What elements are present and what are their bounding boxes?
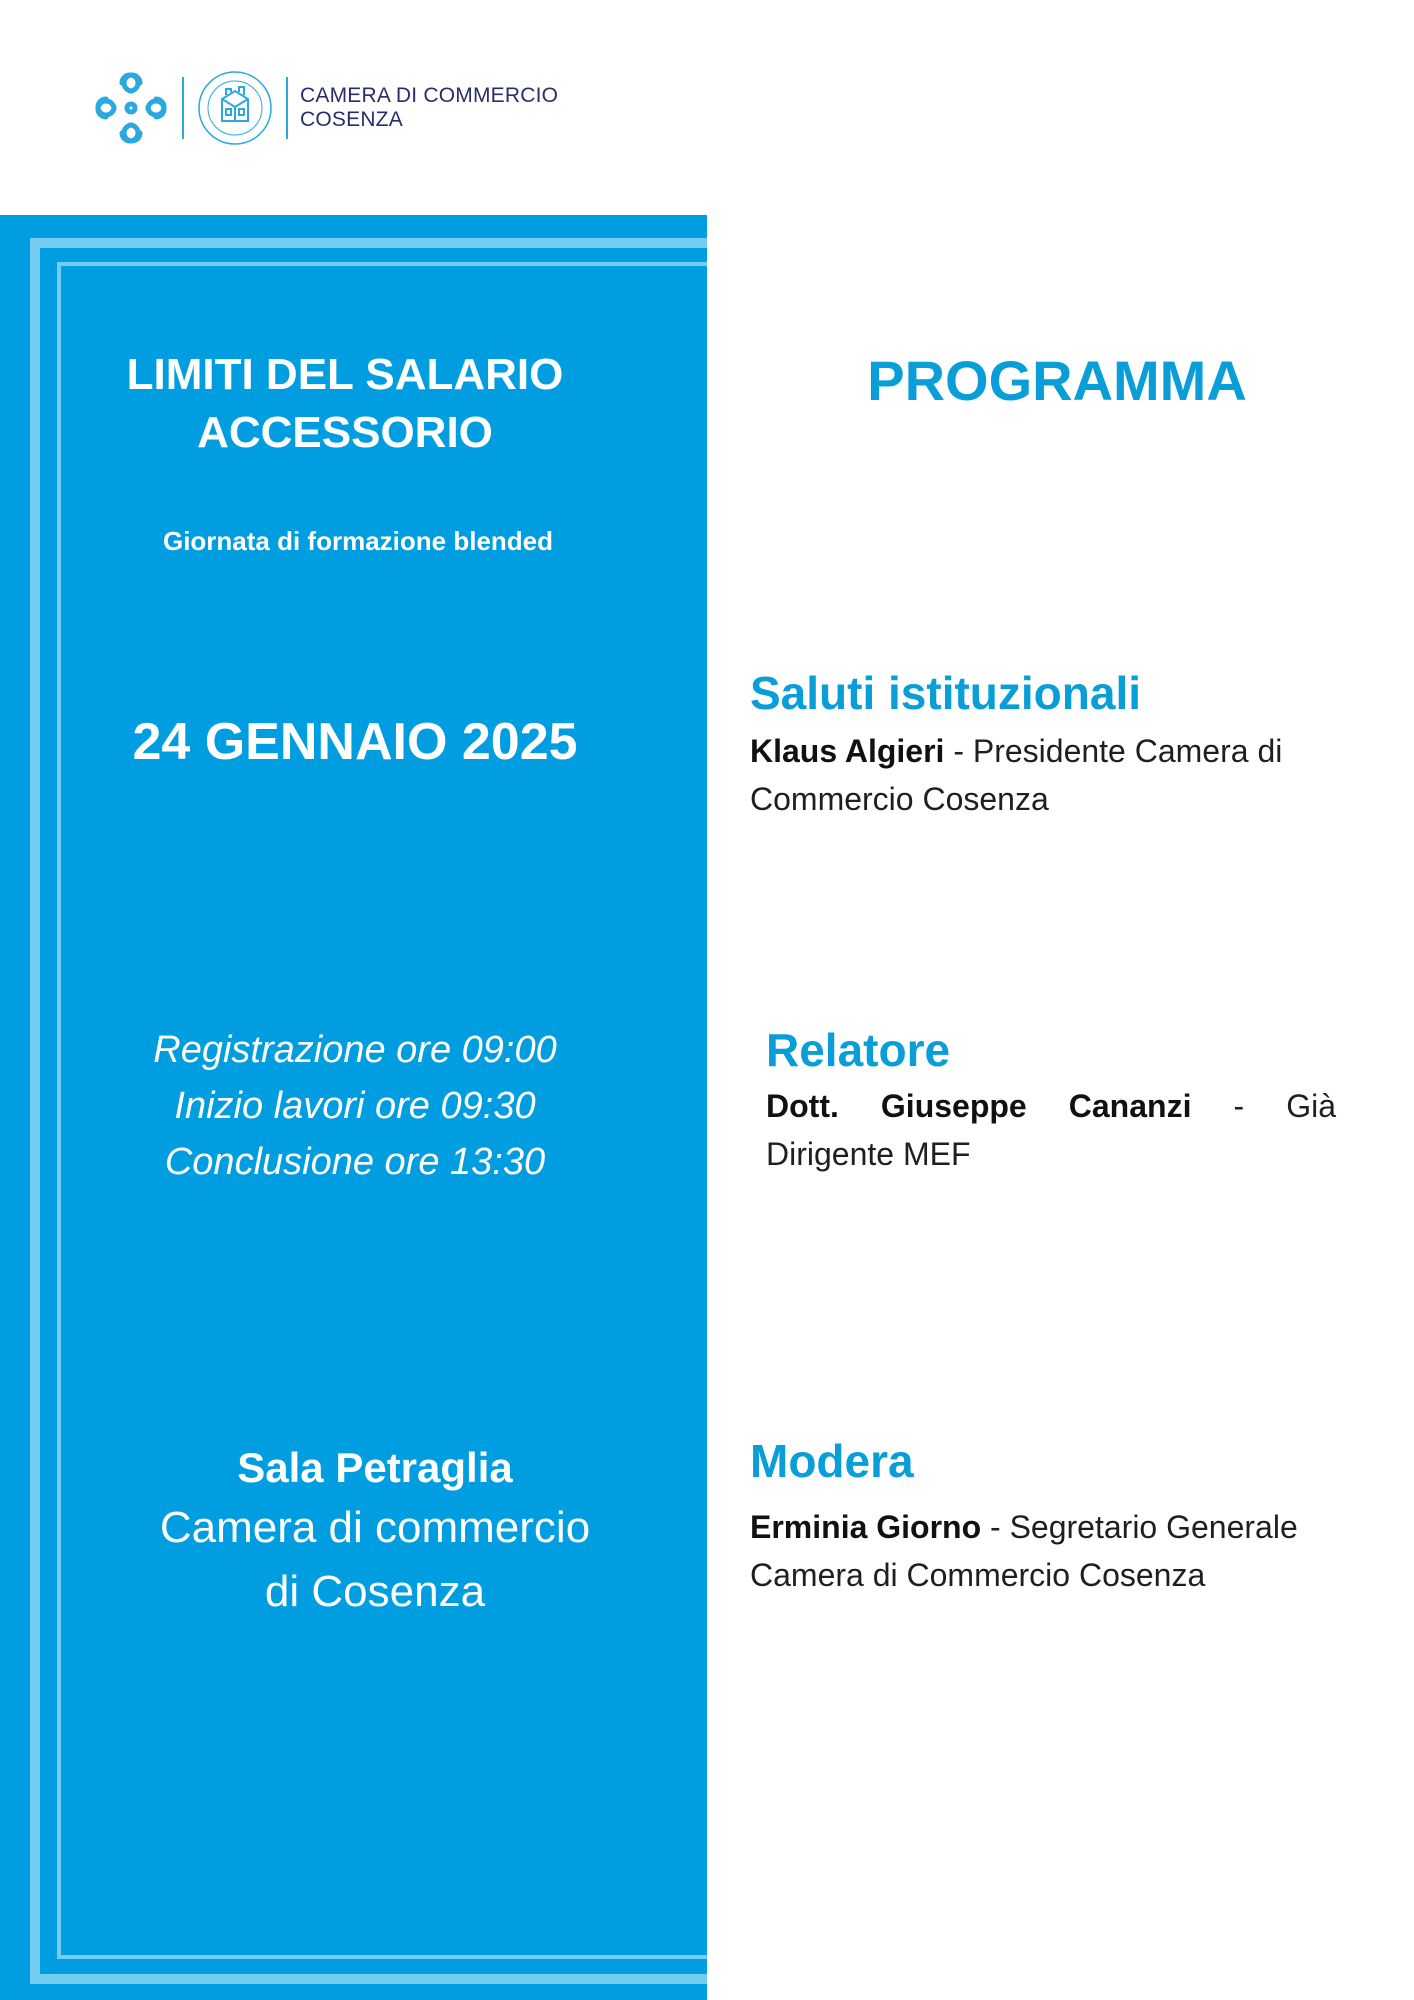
program-heading: PROGRAMMA: [867, 349, 1247, 412]
schedule-end: Conclusione ore 13:30: [164, 1141, 546, 1183]
event-venue: [60, 1440, 690, 1624]
section-title-saluti: Saluti istituzionali: [750, 667, 1142, 719]
event-subtitle: Giornata di formazione blended: [162, 526, 554, 556]
speaker-name: Erminia Giorno: [750, 1509, 982, 1545]
organization-name: [300, 84, 558, 132]
speaker-role: - Già Dirigente MEF: [766, 1088, 1336, 1172]
venue-line2: di Cosenza: [264, 1567, 486, 1616]
building-seal-icon: [196, 69, 274, 147]
venue-line1: Camera di commercio: [159, 1503, 591, 1552]
header: [92, 68, 558, 148]
section-title-modera: Modera: [750, 1435, 914, 1487]
speaker-name: Dott. Giuseppe Cananzi: [766, 1088, 1192, 1124]
section-body-relatore: [766, 1082, 1336, 1178]
camera-di-commercio-logo-icon: [92, 69, 170, 147]
org-name-line1: CAMERA DI COMMERCIO: [300, 84, 559, 107]
schedule-start: Inizio lavori ore 09:30: [174, 1085, 536, 1127]
section-body-saluti: [750, 727, 1390, 823]
section-body-modera: [750, 1503, 1390, 1599]
speaker-role: - Segretario Generale Camera di Commercio Cosenza: [750, 1509, 1298, 1593]
speaker-name: Klaus Algieri: [750, 733, 945, 769]
event-title-line1: LIMITI DEL SALARIO: [126, 350, 564, 399]
event-title: [60, 346, 630, 462]
section-title-relatore: Relatore: [766, 1024, 951, 1076]
event-title-line2: ACCESSORIO: [197, 408, 493, 457]
org-name-line2: COSENZA: [300, 108, 403, 131]
schedule-registration: Registrazione ore 09:00: [153, 1029, 557, 1071]
speaker-role: - Presidente Camera di Commercio Cosenza: [750, 733, 1283, 817]
header-divider: [286, 77, 288, 139]
event-date: 24 GENNAIO 2025: [132, 713, 578, 771]
header-divider: [182, 77, 184, 139]
venue-name: Sala Petraglia: [237, 1444, 513, 1491]
event-schedule: [60, 1022, 650, 1190]
